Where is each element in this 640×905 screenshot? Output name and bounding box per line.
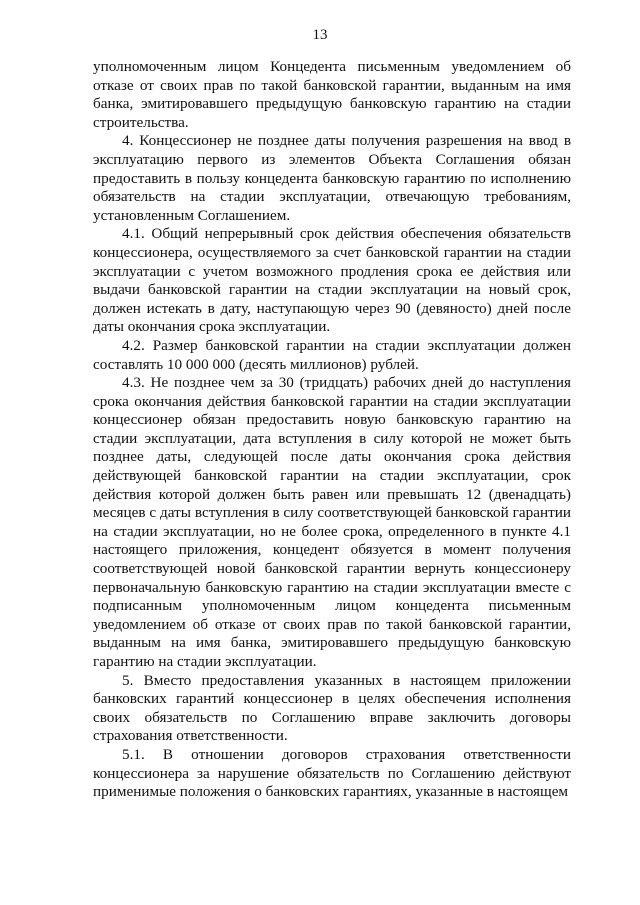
page-number: 13 — [312, 27, 328, 43]
paragraph-clause-4: 4. Концессионер не позднее даты получения разрешения на ввод в эксплуатацию первого из элементов Объекта Соглашения обязан предоставить в пользу концедента банковскую гарантию по исполнению обязательств на стадии эксплуатации, отвечающую требованиям, установленным Соглашением. — [93, 132, 571, 224]
paragraph-clause-5-1: 5.1. В отношении договоров страхования ответственности концессионера за нарушение обязательств по Соглашению действуют применимые положения о банковских гарантиях, указанные в настоящем — [93, 745, 571, 801]
paragraph-continuation: уполномоченным лицом Концедента письменным уведомлением об отказе от своих прав по такой банковской гарантии, выданным на имя банка, эмитировавшего предыдущую банковскую гарантию на стадии строительства. — [93, 58, 571, 131]
paragraph-clause-4-3: 4.3. Не позднее чем за 30 (тридцать) рабочих дней до наступления срока окончания действия банковской гарантии на стадии эксплуатации концессионер обязан предоставить новую банковскую гарантию на стадии эксплуатации, дата вступления в силу которой не может быть позднее даты, следующей после даты окончания срока действия действующей банковской гарантии на стадии эксплуатации, срок действия которой должен быть равен или превышать 12 (двенадцать) месяцев с даты вступления в силу соответствующей банковской гарантии на стадии эксплуатации, но не более срока, определенного в пункте 4.1 настоящего приложения, концедент обязуется в момент получения соответствующей новой банковской гарантии вернуть концессионеру первоначальную банковскую гарантию на стадии эксплуатации вместе с подписанным уполномоченным лицом концедента письменным уведомлением об отказе от своих прав по такой банковской гарантии, выданным на имя банка, эмитировавшего предыдущую банковскую гарантию на стадии эксплуатации. — [93, 374, 571, 670]
paragraph-clause-5: 5. Вместо предоставления указанных в настоящем приложении банковских гарантий концессионер в целях обеспечения исполнения своих обязательств по Соглашению вправе заключить договоры страхования ответственности. — [93, 671, 571, 745]
paragraph-clause-4-2: 4.2. Размер банковской гарантии на стадии эксплуатации должен составлять 10 000 000 (десять миллионов) рублей. — [93, 336, 571, 373]
document-body — [93, 58, 571, 802]
paragraph-clause-4-1: 4.1. Общий непрерывный срок действия обеспечения обязательств концессионера, осуществляемого за счет банковской гарантии на стадии эксплуатации с учетом возможного продления срока ее действия или выдачи банковской гарантии на стадии эксплуатации на новый срок, должен истекать в дату, наступающую через 90 (девяносто) дней после даты окончания срока эксплуатации. — [93, 225, 571, 336]
